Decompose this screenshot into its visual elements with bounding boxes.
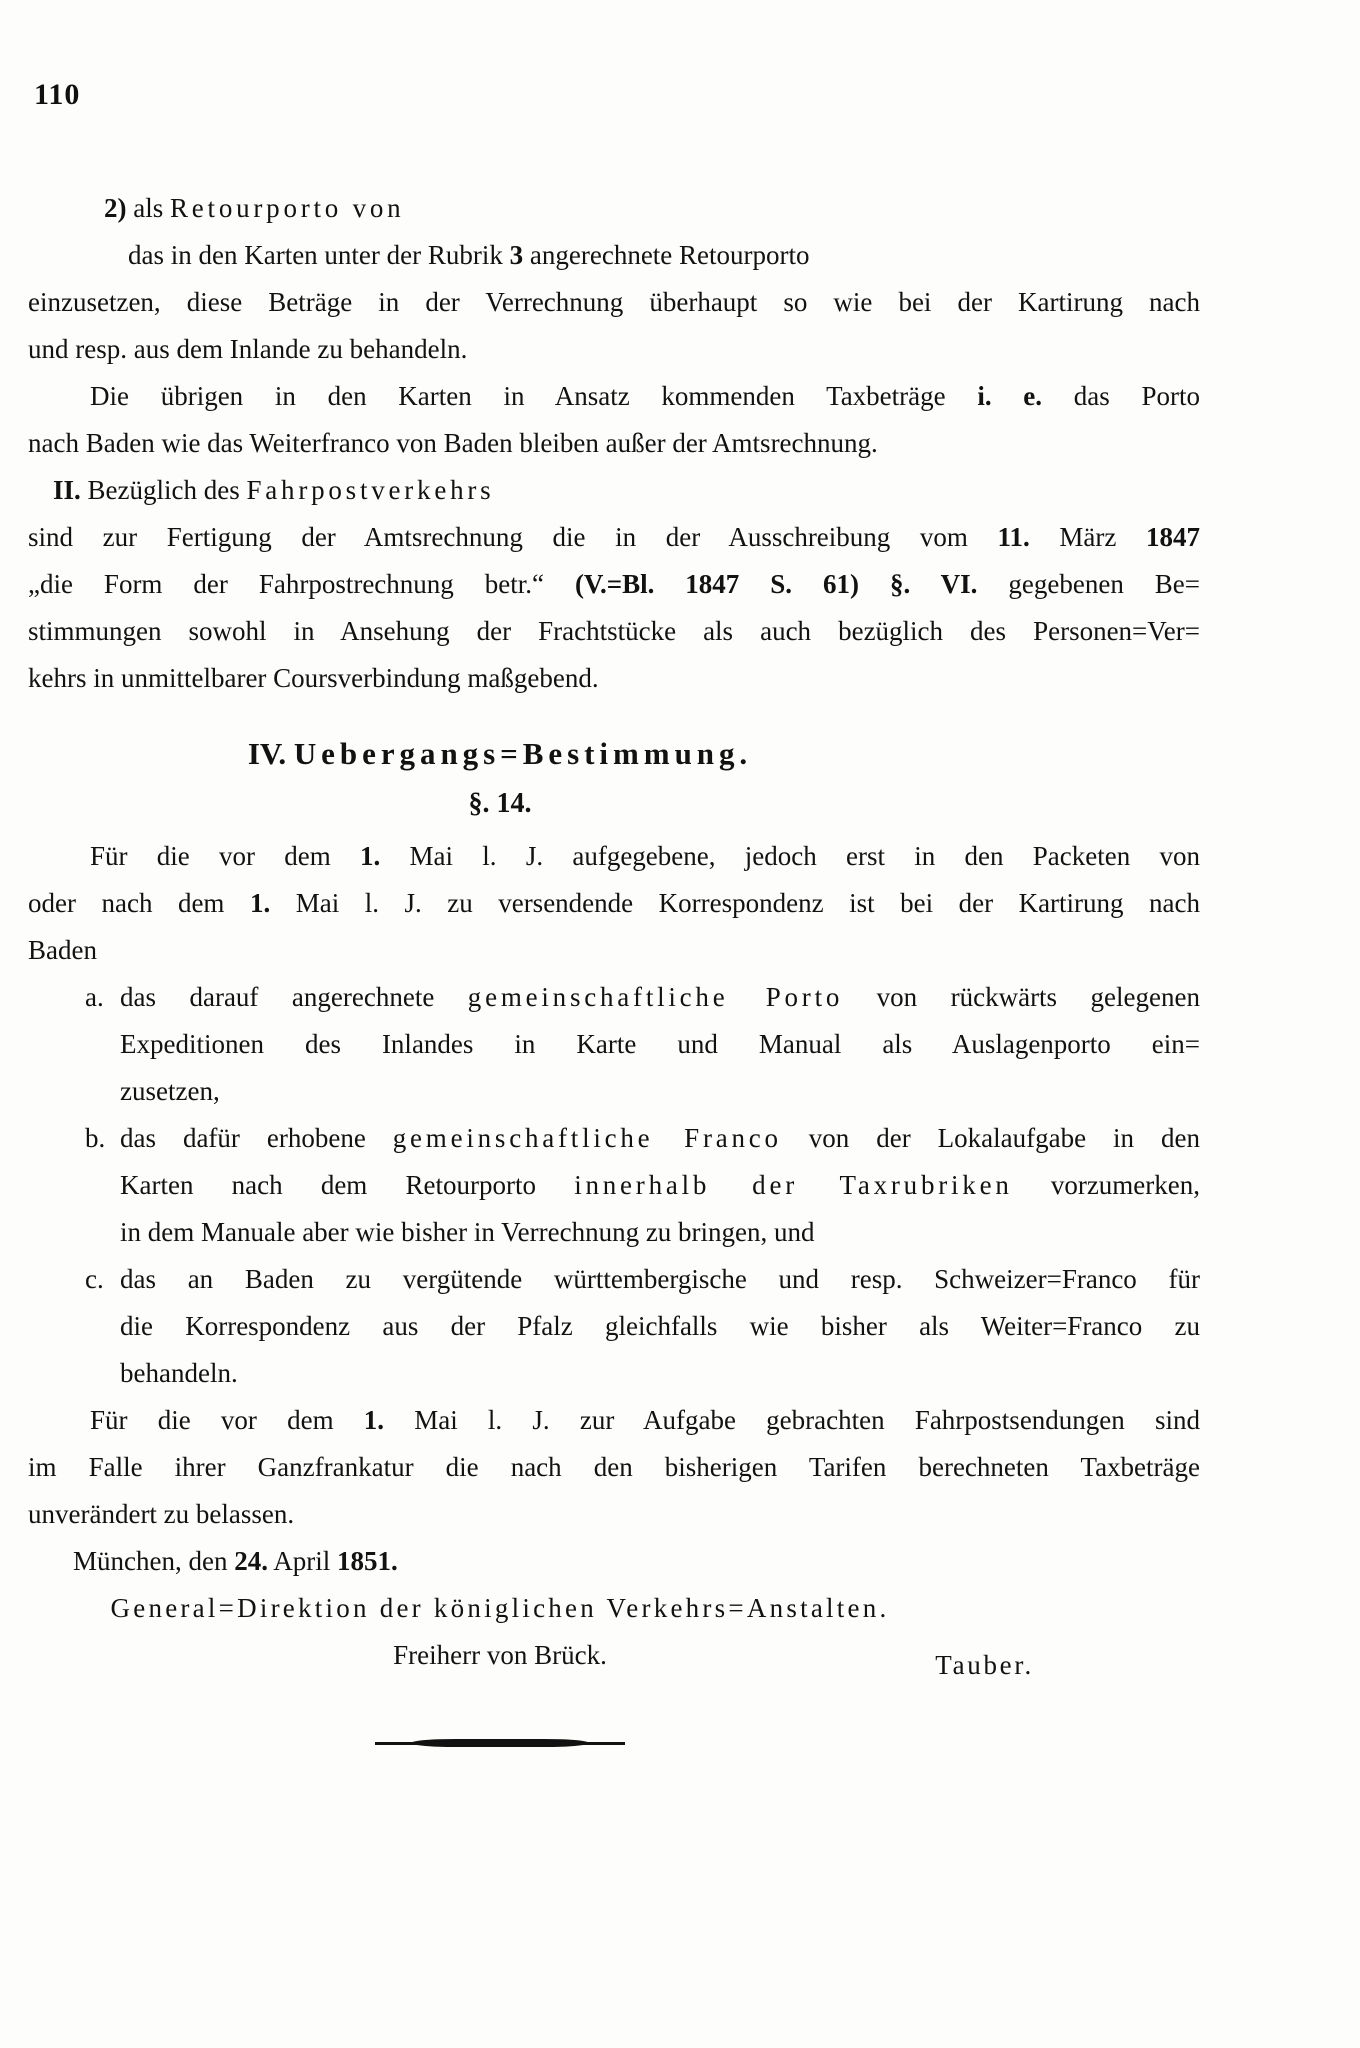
text-segment: Mai l. J. zur Aufgabe gebrachten Fahrpostsendungen sind: [384, 1405, 1200, 1435]
text-line: [28, 1209, 1200, 1256]
text-segment: zusetzen,: [120, 1076, 220, 1106]
text-segment: 1851.: [336, 1546, 398, 1576]
text-segment: 1.: [249, 888, 271, 918]
text-line: [28, 880, 1200, 927]
text-segment: II.: [53, 475, 81, 505]
text-line: [28, 1021, 1200, 1068]
text-segment: angerechnete Retourporto: [523, 240, 810, 270]
text-segment: nach Baden wie das Weiterfranco von Baden bleiben außer der Amtsrechnung.: [28, 428, 878, 458]
text-segment: 3: [509, 240, 524, 270]
text-segment: Uebergangs=Bestimmung.: [293, 736, 753, 771]
text-segment: unverändert zu belassen.: [28, 1499, 295, 1529]
text-segment: 1.: [360, 841, 381, 871]
text-line: [28, 373, 1200, 420]
text-line: [28, 1585, 972, 1632]
text-segment: in dem Manuale aber wie bisher in Verrechnung zu bringen, und: [120, 1217, 815, 1247]
text-segment: das in den Karten unter der Rubrik: [128, 240, 510, 270]
text-segment: Expeditionen des Inlandes in Karte und Manual als Auslagenporto ein=: [120, 1029, 1200, 1059]
text-segment: gemeinschaftliche Franco: [392, 1123, 782, 1153]
document-content: [28, 185, 1200, 1679]
text-segment: München, den: [73, 1546, 235, 1576]
text-segment: i. e.: [977, 381, 1043, 411]
text-line: [28, 1068, 1200, 1115]
text-segment: Mai l. J. zu versendende Korrespondenz ist bei der Kartirung nach: [270, 888, 1201, 918]
text-segment: als: [133, 193, 170, 223]
text-line: [28, 1256, 1200, 1303]
text-segment: behandeln.: [120, 1358, 238, 1388]
text-segment: vorzumerken,: [1012, 1170, 1201, 1200]
text-segment: das Porto: [1042, 381, 1200, 411]
text-line: [28, 420, 1200, 467]
text-segment: IV.: [247, 736, 287, 771]
text-line: [28, 514, 1200, 561]
text-line: [28, 1444, 1200, 1491]
text-segment: März: [1029, 522, 1146, 552]
text-line: [28, 185, 1200, 232]
signature-right: Tauber.: [935, 1650, 1034, 1680]
text-segment: von rückwärts gelegenen: [843, 982, 1200, 1012]
text-line: [28, 467, 1200, 514]
text-line: [28, 927, 1200, 974]
text-line: [28, 728, 972, 780]
text-line: [28, 1115, 1200, 1162]
text-segment: 11.: [997, 522, 1030, 552]
text-segment: Bezüglich des: [80, 475, 247, 505]
text-segment: gegebenen Be=: [977, 569, 1200, 599]
text-segment: das darauf angerechnete: [120, 982, 468, 1012]
text-line: [28, 608, 1200, 655]
text-segment: (V.=Bl. 1847 S. 61) §. VI.: [574, 569, 978, 599]
text-segment: Karten nach dem Retourporto: [120, 1170, 575, 1200]
text-line: [28, 1491, 1200, 1538]
text-segment: innerhalb der Taxrubriken: [574, 1170, 1013, 1200]
line-spacer: [28, 702, 1200, 728]
text-line: [28, 1303, 1200, 1350]
text-segment: das an Baden zu vergütende württembergische und resp. Schweizer=Franco für: [120, 1264, 1200, 1294]
text-segment: Freiherr von Brück.: [393, 1640, 607, 1670]
text-segment: 24.: [234, 1546, 268, 1576]
text-segment: Für die vor dem: [90, 1405, 364, 1435]
text-line: [28, 780, 972, 827]
divider-swell: [411, 1739, 589, 1747]
text-line: [28, 1538, 1200, 1585]
list-marker: b.: [85, 1123, 106, 1153]
text-segment: die Korrespondenz aus der Pfalz gleichfalls wie bisher als Weiter=Franco zu: [120, 1311, 1200, 1341]
text-segment: stimmungen sowohl in Ansehung der Frachtstücke als auch bezüglich des Personen=Ver=: [28, 616, 1200, 646]
section-divider: [375, 1738, 625, 1748]
text-segment: 1847: [1146, 522, 1200, 552]
text-line: [28, 655, 1200, 702]
text-line: [28, 561, 1200, 608]
text-segment: Baden: [28, 935, 97, 965]
text-segment: oder nach dem: [28, 888, 250, 918]
text-segment: April: [267, 1546, 337, 1576]
text-segment: Fahrpostverkehrs: [246, 475, 495, 505]
text-segment: das dafür erhobene: [120, 1123, 393, 1153]
text-segment: einzusetzen, diese Beträge in der Verrechnung überhaupt so wie bei der Kartirung nach: [28, 287, 1200, 317]
page-number: 110: [34, 78, 81, 111]
text-segment: 1.: [363, 1405, 385, 1435]
text-segment: §. 14.: [468, 788, 532, 819]
text-line: [28, 1397, 1200, 1444]
text-line: [28, 326, 1200, 373]
text-segment: 2): [104, 193, 134, 223]
text-segment: gemeinschaftliche Porto: [467, 982, 844, 1012]
list-marker: c.: [85, 1264, 104, 1294]
text-line: [28, 232, 1200, 279]
text-segment: im Falle ihrer Ganzfrankatur die nach den bisherigen Tarifen berechneten Taxbeträge: [28, 1452, 1200, 1482]
text-segment: Für die vor dem: [90, 841, 361, 871]
text-segment: kehrs in unmittelbarer Coursverbindung maßgebend.: [28, 663, 599, 693]
text-segment: Retourporto von: [170, 193, 405, 223]
text-segment: sind zur Fertigung der Amtsrechnung die in der Ausschreibung vom: [28, 522, 998, 552]
text-line: [28, 1162, 1200, 1209]
text-line: [28, 974, 1200, 1021]
text-segment: Die übrigen in den Karten in Ansatz kommenden Taxbeträge: [90, 381, 978, 411]
text-segment: [286, 736, 294, 771]
text-segment: Mai l. J. aufgegebene, jedoch erst in den Packeten von: [380, 841, 1200, 871]
text-line: [28, 1632, 1034, 1680]
text-line: [28, 833, 1200, 880]
text-segment: von der Lokalaufgabe in den: [781, 1123, 1200, 1153]
text-segment: General=Direktion der königlichen Verkehrs=Anstalten.: [110, 1593, 890, 1623]
list-marker: a.: [85, 982, 104, 1012]
text-line: [28, 279, 1200, 326]
text-segment: „die Form der Fahrpostrechnung betr.“: [28, 569, 575, 599]
text-line: [28, 1350, 1200, 1397]
text-segment: und resp. aus dem Inlande zu behandeln.: [28, 334, 468, 364]
